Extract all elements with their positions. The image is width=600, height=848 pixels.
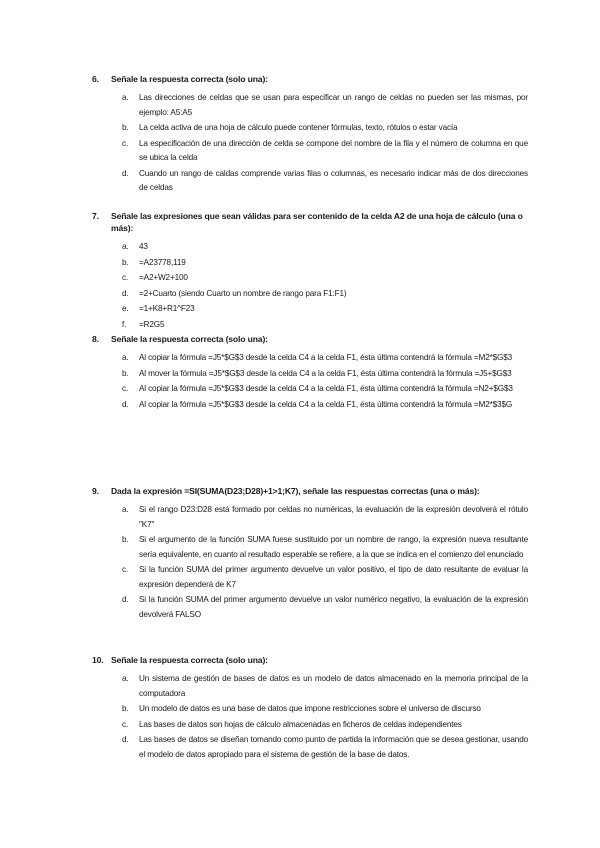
question-number: 8. bbox=[92, 334, 99, 344]
option-a bbox=[122, 91, 528, 120]
option-d bbox=[122, 287, 528, 302]
option-d bbox=[122, 593, 528, 622]
option-letter: d. bbox=[122, 399, 129, 409]
option-letter: a. bbox=[122, 505, 129, 514]
option-c bbox=[122, 563, 528, 592]
option-c bbox=[122, 271, 528, 286]
question-title: Señale la respuesta correcta (solo una): bbox=[111, 334, 268, 344]
question-title: Dada la expresión =SI(SUMA(D23;D28)+1>1;K7), señale las respuestas correctas (una o más): bbox=[111, 486, 480, 496]
option-a bbox=[122, 351, 528, 366]
option-a bbox=[122, 240, 528, 255]
option-letter: a. bbox=[122, 674, 129, 683]
question-title: Señale la respuesta correcta (solo una): bbox=[111, 655, 268, 665]
question-header bbox=[92, 333, 528, 345]
option-text: Al copiar la fórmula =J5*$G$3 desde la celda C4 a la celda F1, ésta última contendrá la fórmula =M2*$G$3 bbox=[139, 353, 513, 362]
option-letter: c. bbox=[122, 384, 129, 393]
option-d bbox=[122, 733, 528, 762]
options-list bbox=[92, 351, 528, 412]
option-text: Al copiar la fórmula =J5*$G$3 desde la celda C4 a la celda F1, ésta última contendrá la fórmula =M2*$3$G bbox=[139, 399, 513, 409]
option-text: Si la función SUMA del primer argumento devuelve un valor positivo, el tipo de dato resultante de evaluar la expresión dependerá de K7 bbox=[139, 565, 528, 589]
option-text: Un modelo de datos es una base de datos que impone restricciones sobre el universo de discurso bbox=[139, 704, 481, 713]
option-letter: c. bbox=[122, 273, 129, 282]
options-list bbox=[92, 503, 528, 622]
option-e bbox=[122, 302, 528, 317]
options-list bbox=[92, 240, 528, 332]
option-letter: d. bbox=[122, 168, 129, 178]
option-a bbox=[122, 503, 528, 532]
option-letter: f. bbox=[122, 319, 127, 329]
options-list bbox=[92, 672, 528, 762]
option-text: Las direcciones de celdas que se usan para especificar un rango de celdas no pueden ser las mismas, por ejemplo: A5:A5 bbox=[139, 93, 528, 117]
option-letter: b. bbox=[122, 704, 129, 713]
question-number: 9. bbox=[92, 486, 99, 496]
option-b bbox=[122, 367, 528, 382]
option-letter: c. bbox=[122, 138, 129, 148]
option-text: Si la función SUMA del primer argumento devuelve un valor numérico negativo, la evaluación de la expresión devolverá FALSO bbox=[139, 595, 528, 619]
option-letter: a. bbox=[122, 353, 129, 362]
question-header bbox=[92, 485, 528, 497]
option-letter: a. bbox=[122, 242, 129, 251]
option-text: Al mover la fórmula =J5*$G$3 desde la celda C4 a la celda F1, ésta última contendrá la fórmula =J5+$G$3 bbox=[139, 368, 512, 378]
option-text: La especificación de una dirección de celda se compone del nombre de la fila y el número de columna en que se ubica la celda bbox=[139, 138, 528, 162]
option-text: Si el rango D23:D28 está formado por celdas no numéricas, la evaluación de la expresión devolverá el rótulo "K7" bbox=[139, 505, 528, 529]
option-c bbox=[122, 382, 528, 397]
question-header bbox=[92, 654, 528, 666]
option-text: Cuando un rango de caldas comprende varias filas o columnas, es necesario indicar más de dos direcciones de celdas bbox=[139, 168, 528, 192]
option-b bbox=[122, 256, 528, 271]
question-8 bbox=[92, 333, 528, 413]
option-b bbox=[122, 702, 528, 717]
question-number: 10. bbox=[92, 655, 104, 665]
question-title: Señale las expresiones que sean válidas para ser contenido de la celda A2 de una hoja de cálculo (una o más): bbox=[111, 211, 523, 233]
question-number: 6. bbox=[92, 74, 99, 84]
option-text: =A23778,119 bbox=[139, 257, 186, 267]
question-header bbox=[92, 210, 528, 234]
option-d bbox=[122, 398, 528, 413]
question-7 bbox=[92, 210, 528, 333]
option-text: =1+K8+R1^F23 bbox=[139, 304, 195, 313]
option-letter: b. bbox=[122, 257, 129, 267]
option-text: La celda activa de una hoja de cálculo puede contener fórmulas, texto, rótulos o estar vacía bbox=[139, 123, 458, 132]
question-number: 7. bbox=[92, 211, 99, 221]
option-text: 43 bbox=[139, 242, 148, 251]
option-text: Las bases de datos se diseñan tomando como punto de partida la información que se desea gestionar, usando el modelo de datos apropiado para el sistema de gestión de la base de datos. bbox=[139, 735, 528, 759]
option-text: =2+Cuarto (siendo Cuarto un nombre de rango para F1:F1) bbox=[139, 288, 347, 298]
option-letter: c. bbox=[122, 565, 129, 574]
option-letter: b. bbox=[122, 368, 129, 378]
option-a bbox=[122, 672, 528, 701]
option-letter: b. bbox=[122, 123, 129, 132]
option-letter: d. bbox=[122, 735, 129, 744]
option-text: Un sistema de gestión de bases de datos es un modelo de datos almacenado en la memoria principal de la computadora bbox=[139, 674, 528, 698]
option-letter: d. bbox=[122, 288, 129, 298]
option-c bbox=[122, 137, 528, 166]
options-list bbox=[92, 91, 528, 196]
option-f bbox=[122, 318, 528, 333]
question-header bbox=[92, 73, 528, 85]
option-letter: e. bbox=[122, 304, 129, 313]
option-letter: b. bbox=[122, 535, 129, 544]
option-text: Al copiar la fórmula =J5*$G$3 desde la celda C4 a la celda F1, ésta última contendrá la fórmula =N2+$G$3 bbox=[139, 384, 513, 393]
option-c bbox=[122, 718, 528, 733]
option-b bbox=[122, 121, 528, 136]
option-text: =R2G5 bbox=[139, 319, 165, 329]
question-10 bbox=[92, 654, 528, 763]
question-title: Señale la respuesta correcta (solo una): bbox=[111, 74, 268, 84]
option-text: =A2+W2+100 bbox=[139, 273, 188, 282]
option-text: Si el argumento de la función SUMA fuese sustituido por un nombre de rango, la expresión nueva resultante sería equivalente, en cuanto al resultado esperable se refiere, a la que se indica en el comienzo del enunciado bbox=[139, 535, 528, 559]
option-letter: c. bbox=[122, 719, 129, 729]
option-text: Las bases de datos son hojas de cálculo almacenadas en ficheros de celdas independientes bbox=[139, 719, 462, 729]
option-letter: d. bbox=[122, 595, 129, 604]
option-d bbox=[122, 167, 528, 196]
option-b bbox=[122, 533, 528, 562]
option-letter: a. bbox=[122, 93, 129, 102]
question-9 bbox=[92, 485, 528, 623]
question-6 bbox=[92, 73, 528, 197]
